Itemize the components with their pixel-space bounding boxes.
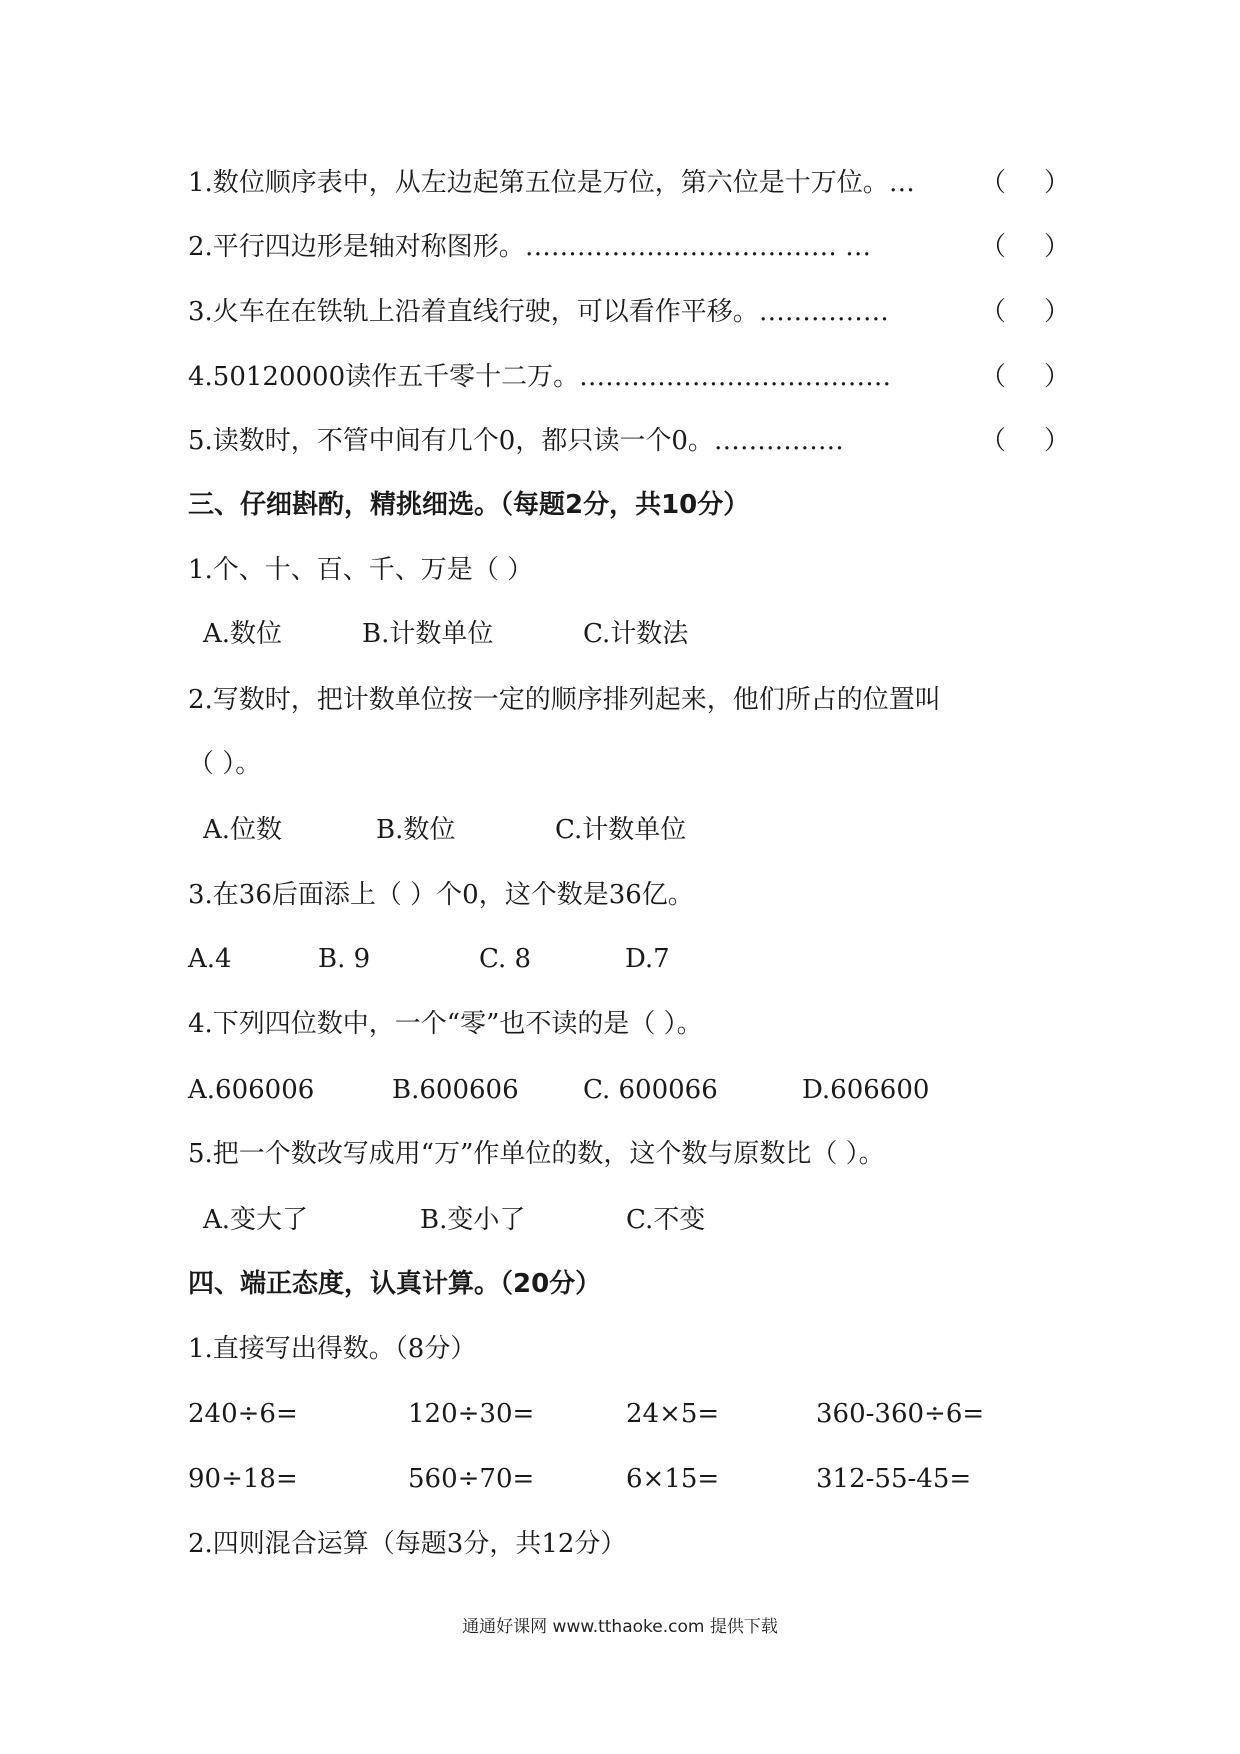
judge-item-3 xyxy=(188,292,889,332)
option-b[interactable]: B.计数单位 xyxy=(362,619,494,649)
dot-leader: ……………………………… xyxy=(579,362,892,392)
option-a[interactable]: A.4 xyxy=(188,944,232,974)
calc-item: 560÷70= xyxy=(408,1464,535,1494)
option-c[interactable]: C. 8 xyxy=(479,944,532,974)
option-c[interactable]: C. 600066 xyxy=(583,1075,718,1105)
dot-leader: … xyxy=(888,168,915,198)
option-d[interactable]: D.606600 xyxy=(802,1075,930,1105)
calc-item: 312-55-45= xyxy=(816,1464,972,1494)
answer-paren[interactable]: （） xyxy=(980,426,1109,456)
judge-item-text: 5.读数时，不管中间有几个0，都只读一个0。 xyxy=(188,426,714,456)
answer-paren[interactable]: （） xyxy=(980,232,1109,262)
calc-item: 120÷30= xyxy=(408,1399,535,1429)
answer-paren[interactable]: （） xyxy=(980,362,1109,392)
judge-item-1 xyxy=(188,163,915,203)
section-3-heading: 三、仔细斟酌，精挑细选。（每题2分，共10分） xyxy=(188,490,750,520)
dot-leader: …………… xyxy=(758,297,889,327)
calc-item: 24×5= xyxy=(626,1399,720,1429)
calc-item: 360-360÷6= xyxy=(816,1399,985,1429)
option-c[interactable]: C.不变 xyxy=(626,1205,706,1235)
section-4-heading: 四、端正态度，认真计算。（20分） xyxy=(188,1269,602,1299)
option-c[interactable]: C.计数法 xyxy=(583,619,689,649)
judge-item-4 xyxy=(188,357,891,397)
judge-item-2 xyxy=(188,227,871,267)
choice-question-5: 5.把一个数改写成用“万”作单位的数，这个数与原数比（ ）。 xyxy=(188,1139,885,1169)
choice-question-2: 2.写数时，把计数单位按一定的顺序排列起来，他们所占的位置叫 xyxy=(188,685,941,715)
answer-paren[interactable]: （） xyxy=(980,297,1109,327)
option-b[interactable]: B. 9 xyxy=(318,944,371,974)
dot-leader: ……………………………… … xyxy=(524,232,872,262)
choice-question-3: 3.在36后面添上（ ）个0，这个数是36亿。 xyxy=(188,880,694,910)
judge-item-text: 1.数位顺序表中，从左边起第五位是万位，第六位是十万位。 xyxy=(188,168,889,198)
subsection-mixed-calc: 2.四则混合运算（每题3分，共12分） xyxy=(188,1529,627,1559)
judge-item-text: 2.平行四边形是轴对称图形。 xyxy=(188,232,525,262)
option-d[interactable]: D.7 xyxy=(625,944,670,974)
answer-paren[interactable]: （） xyxy=(980,168,1109,198)
option-a[interactable]: A.606006 xyxy=(188,1075,315,1105)
choice-question-1: 1.个、十、百、千、万是（ ） xyxy=(188,555,534,585)
choice-question-2-cont: （ ）。 xyxy=(188,749,262,779)
option-c[interactable]: C.计数单位 xyxy=(555,815,687,845)
calc-item: 90÷18= xyxy=(188,1464,298,1494)
judge-item-5 xyxy=(188,421,844,461)
calc-item: 6×15= xyxy=(626,1464,720,1494)
choice-question-4: 4.下列四位数中，一个“零”也不读的是（ ）。 xyxy=(188,1009,703,1039)
judge-item-text: 4.50120000读作五千零十二万。 xyxy=(188,362,580,392)
option-a[interactable]: A.数位 xyxy=(203,619,283,649)
option-b[interactable]: B.变小了 xyxy=(420,1205,526,1235)
judge-item-text: 3.火车在在铁轨上沿着直线行驶，可以看作平移。 xyxy=(188,297,759,327)
option-a[interactable]: A.位数 xyxy=(203,815,283,845)
footer-download-note: 通通好课网 www.tthaoke.com 提供下载 xyxy=(462,1617,778,1637)
option-b[interactable]: B.数位 xyxy=(376,815,456,845)
dot-leader: …………… xyxy=(713,426,844,456)
subsection-direct-calc: 1.直接写出得数。（8分） xyxy=(188,1334,477,1364)
option-a[interactable]: A.变大了 xyxy=(203,1205,309,1235)
calc-item: 240÷6= xyxy=(188,1399,298,1429)
option-b[interactable]: B.600606 xyxy=(392,1075,519,1105)
